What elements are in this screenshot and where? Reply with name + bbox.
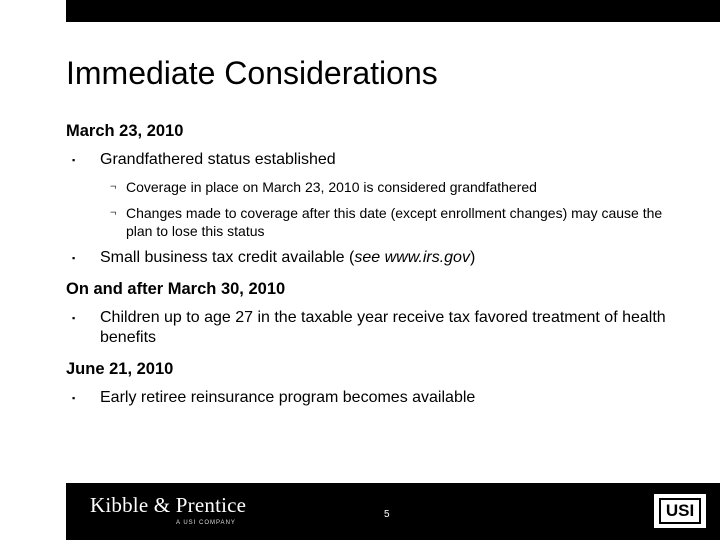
sub-list-item-text: Changes made to coverage after this date (except enrollment changes) may cause the plan to lose this status: [126, 205, 663, 239]
section-march-30: [66, 278, 686, 348]
section-heading: March 23, 2010: [66, 122, 184, 140]
list-item-text: Early retiree reinsurance program becomes available: [100, 389, 476, 406]
list-item: [66, 248, 686, 268]
list-item: [66, 388, 686, 408]
square-bullet-icon: ▪: [72, 393, 76, 403]
top-decorative-bar: [66, 0, 720, 22]
square-bullet-icon: ▪: [72, 313, 76, 323]
dash-bullet-icon: ¬: [110, 181, 117, 193]
slide-title: Immediate Considerations: [66, 55, 438, 91]
section-march-23: [66, 120, 686, 268]
section-heading: On and after March 30, 2010: [66, 280, 286, 298]
footer-bar: [66, 483, 720, 540]
page-number: 5: [384, 509, 390, 520]
section-heading: June 21, 2010: [66, 360, 174, 378]
section-june-21: [66, 358, 686, 408]
list-item-text: Grandfathered status established: [100, 151, 336, 168]
sub-list-item: [66, 204, 686, 240]
usi-logo-text: USI: [659, 498, 701, 524]
dash-bullet-icon: ¬: [110, 207, 117, 219]
kibble-prentice-logo: Kibble & Prentice: [90, 493, 247, 517]
sub-list-item: [66, 178, 686, 196]
sub-list-item-text: Coverage in place on March 23, 2010 is considered grandfathered: [126, 179, 537, 195]
list-item-text-prefix: Small business tax credit available (: [100, 249, 355, 266]
list-item: [66, 308, 686, 348]
list-item-text-suffix: ): [469, 249, 476, 266]
slide-content: [66, 120, 686, 408]
usi-logo: [654, 494, 706, 528]
list-item-text: Children up to age 27 in the taxable year receive tax favored treatment of health benefits: [100, 309, 666, 346]
list-item: [66, 150, 686, 170]
company-tagline: A USI COMPANY: [176, 520, 236, 526]
square-bullet-icon: ▪: [72, 155, 76, 165]
square-bullet-icon: ▪: [72, 253, 76, 263]
irs-link-text: see www.irs.gov: [354, 249, 470, 266]
